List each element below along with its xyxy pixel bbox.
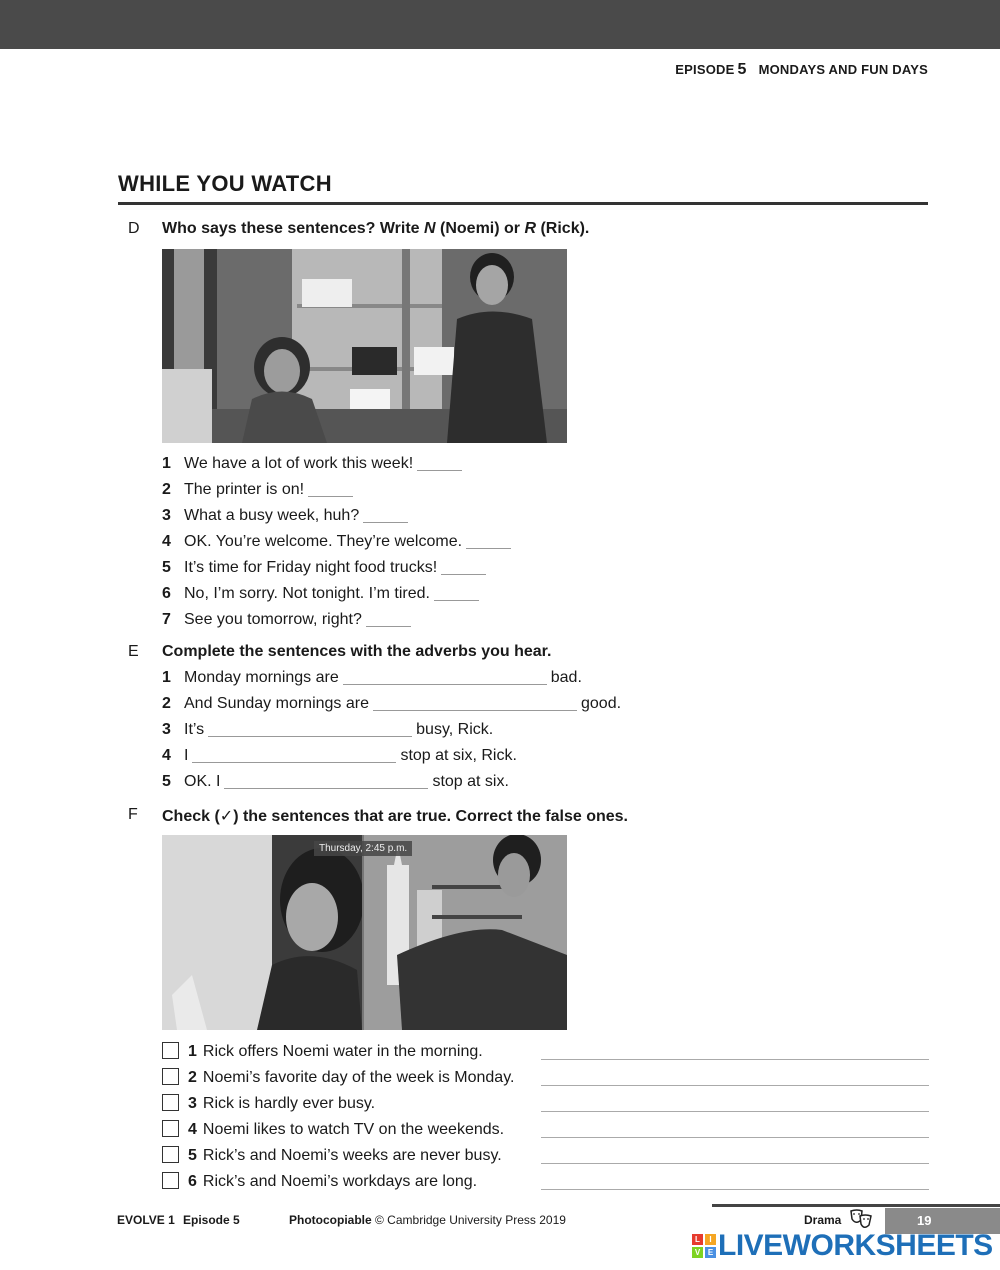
true-checkbox[interactable] [162, 1042, 179, 1059]
episode-title: MONDAYS AND FUN DAYS [758, 62, 928, 77]
exercise-d-item: 6 No, I’m sorry. Not tonight. I’m tired. [162, 585, 479, 603]
answer-blank[interactable] [417, 469, 462, 471]
correction-line[interactable] [541, 1188, 929, 1190]
correction-line[interactable] [541, 1084, 929, 1086]
correction-line[interactable] [541, 1162, 929, 1164]
exercise-e-item: 3 It’s busy, Rick. [162, 721, 494, 738]
liveworksheets-logo [692, 1229, 993, 1263]
exercise-d-letter: D [128, 220, 140, 237]
answer-blank[interactable] [224, 787, 428, 789]
answer-blank[interactable] [208, 735, 412, 737]
page-number: 19 [917, 1213, 932, 1228]
true-checkbox[interactable] [162, 1120, 179, 1137]
true-checkbox[interactable] [162, 1068, 179, 1085]
top-bar [0, 0, 1000, 49]
answer-blank[interactable] [308, 495, 353, 497]
exercise-e-letter: E [128, 643, 139, 660]
exercise-d-item: 7 See you tomorrow, right? [162, 611, 411, 629]
episode-number: 5 [737, 61, 747, 78]
photo-noemi-rick-office [162, 249, 567, 443]
exercise-e-item: 4 I stop at six, Rick. [162, 747, 517, 764]
exercise-f-item: 1 Rick offers Noemi water in the morning. [162, 1042, 483, 1061]
exercise-f-item: 4 Noemi likes to watch TV on the weekends. [162, 1120, 504, 1139]
logo-blocks: L I V E [692, 1234, 716, 1258]
exercise-d-item: 1 We have a lot of work this week! [162, 455, 462, 473]
answer-blank[interactable] [343, 683, 547, 685]
exercise-d-item: 5 It’s time for Friday night food trucks! [162, 559, 486, 577]
exercise-f-item: 3 Rick is hardly ever busy. [162, 1094, 375, 1113]
answer-blank[interactable] [441, 573, 486, 575]
logo-text: LIVEWORKSHEETS [718, 1229, 993, 1262]
section-label: Drama [804, 1213, 842, 1227]
photo-caption: Thursday, 2:45 p.m. [314, 841, 412, 856]
footer-copyright: Photocopiable © Cambridge University Press 2019 [289, 1213, 566, 1227]
answer-blank[interactable] [366, 625, 411, 627]
footer-course: EVOLVE 1 [117, 1213, 175, 1227]
section-title: WHILE YOU WATCH [118, 171, 332, 196]
exercise-d-item: 2 The printer is on! [162, 481, 353, 499]
exercise-e-instruction: Complete the sentences with the adverbs you hear. [162, 643, 552, 660]
exercise-d-instruction: Who says these sentences? Write N (Noemi) or R (Rick). [162, 220, 590, 237]
exercise-f-instruction: Check (✓) the sentences that are true. Correct the false ones. [162, 808, 628, 825]
episode-header: EPISODE 5 MONDAYS AND FUN DAYS [675, 61, 928, 78]
exercise-f-item: 6 Rick’s and Noemi’s workdays are long. [162, 1172, 477, 1191]
true-checkbox[interactable] [162, 1172, 179, 1189]
checkmark-icon: ✓ [219, 808, 234, 825]
exercise-f-item: 2 Noemi’s favorite day of the week is Monday. [162, 1068, 514, 1087]
exercise-e-item: 1 Monday mornings are bad. [162, 669, 582, 686]
correction-line[interactable] [541, 1136, 929, 1138]
answer-blank[interactable] [373, 709, 577, 711]
photo-noemi-rick-desk [162, 835, 567, 1030]
true-checkbox[interactable] [162, 1146, 179, 1163]
answer-blank[interactable] [192, 761, 396, 763]
exercise-e-item: 2 And Sunday mornings are good. [162, 695, 622, 712]
exercise-d-item: 3 What a busy week, huh? [162, 507, 408, 525]
exercise-d-item: 4 OK. You’re welcome. They’re welcome. [162, 533, 511, 551]
exercise-f-item: 5 Rick’s and Noemi’s weeks are never busy. [162, 1146, 502, 1165]
true-checkbox[interactable] [162, 1094, 179, 1111]
answer-blank[interactable] [466, 547, 511, 549]
section-divider [118, 202, 928, 205]
footer-episode: Episode 5 [183, 1213, 240, 1227]
footer-rule [712, 1204, 1000, 1207]
answer-blank[interactable] [434, 599, 479, 601]
correction-line[interactable] [541, 1058, 929, 1060]
answer-blank[interactable] [363, 521, 408, 523]
correction-line[interactable] [541, 1110, 929, 1112]
exercise-e-item: 5 OK. I stop at six. [162, 773, 509, 790]
exercise-f-letter: F [128, 806, 138, 823]
